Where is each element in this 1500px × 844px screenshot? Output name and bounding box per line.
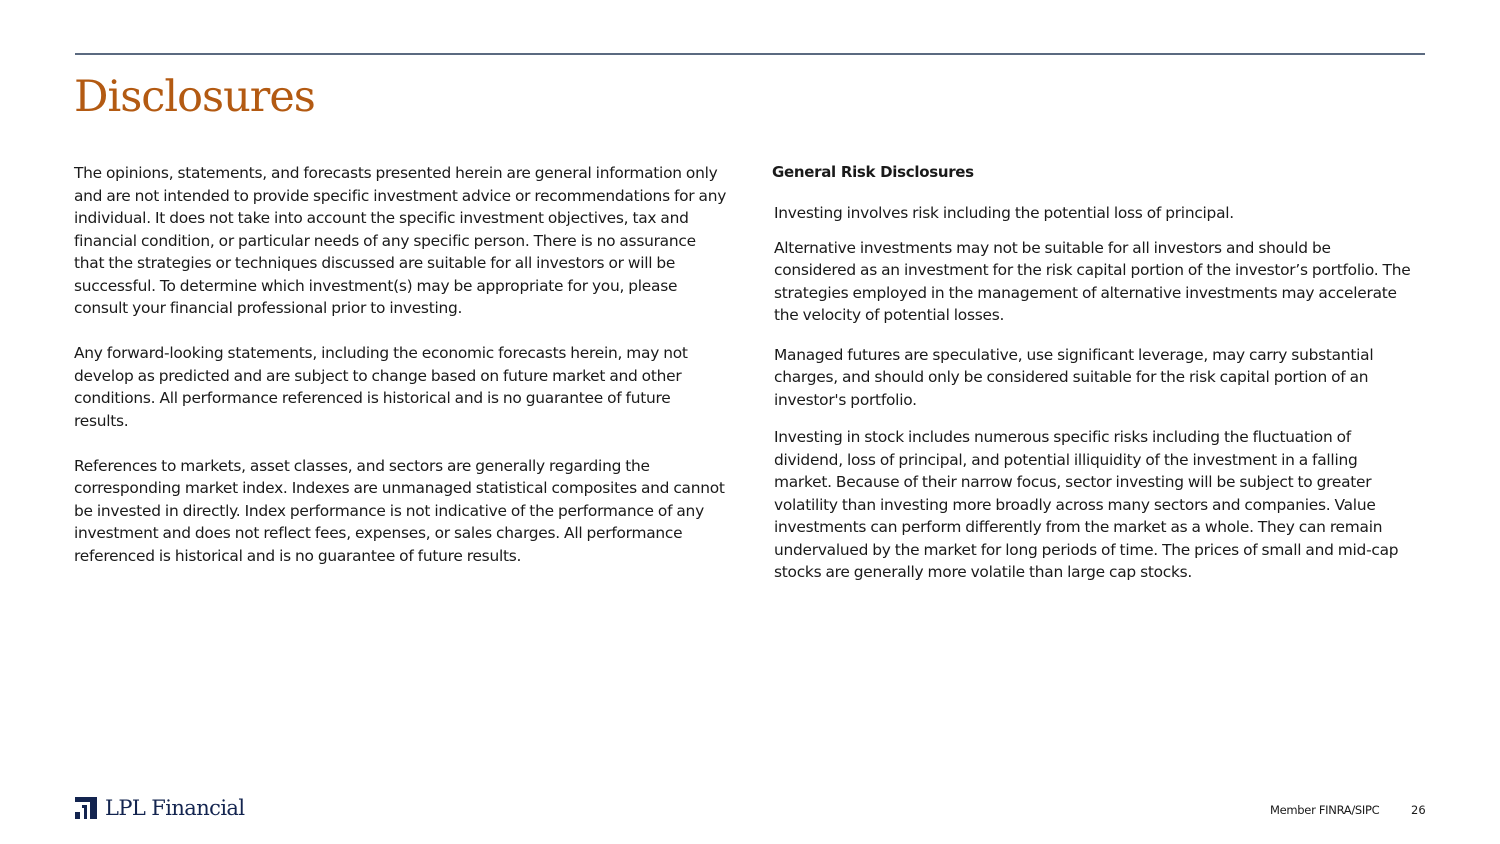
risk-paragraph-managed-futures: Managed futures are speculative, use significant leverage, may carry substantial charges, and should only be considered suitable for the risk capital portion of an investor's portfolio.	[774, 345, 1374, 409]
disclosure-paragraph-opinions: The opinions, statements, and forecasts presented herein are general information only and are not intended to provide specific investment advice or recommendations for any individual. It does not take into account the specific investment objectives, tax and financial condition, or particular needs of any specific person. There is no assurance that the strategies or techniques discussed are suitable for all investors or will be successful. To determine which investment(s) may be appropriate for you, please consult your financial professional prior to investing.	[74, 164, 727, 317]
lpl-logo-mark-icon	[75, 797, 97, 819]
disclosure-paragraph-indexes: References to markets, asset classes, and sectors are generally regarding the corresponding market index. Indexes are unmanaged statistical composites and cannot be invested in directly. Index performance is not indicative of the performance of any investment and does not reflect fees, expenses, or sales charges. All performance referenced is historical and is no guarantee of future results.	[74, 456, 725, 565]
right-column	[774, 162, 1414, 584]
risk-paragraph-stock: Investing in stock includes numerous specific risks including the fluctuation of dividend, loss of principal, and potential illiquidity of the investment in a falling market. Because of their narrow focus, sector investing will be subject to greater volatility than investing more broadly across many sectors and companies. Value investments can perform differently from the market as a whole. They can remain undervalued by the market for long periods of time. The prices of small and mid-cap stocks are generally more volatile than large cap stocks.	[774, 428, 1399, 581]
top-divider	[75, 53, 1425, 55]
page-number: 26	[1411, 803, 1426, 817]
risk-paragraph-alternative: Alternative investments may not be suitable for all investors and should be considered as an investment for the risk capital portion of the investor’s portfolio. The strategies employed in the management of alternative investments may accelerate the velocity of potential losses.	[774, 238, 1411, 324]
member-finra-sipc: Member FINRA/SIPC	[1270, 803, 1380, 817]
left-column	[74, 162, 729, 567]
general-risk-heading: General Risk Disclosures	[772, 163, 974, 181]
disclosure-paragraph-forward-looking: Any forward-looking statements, including the economic forecasts herein, may not develop as predicted and are subject to change based on future market and other conditions. All performance referenced is historical and is no guarantee of future results.	[74, 344, 688, 430]
logo-wordmark: LPL Financial	[105, 796, 245, 820]
risk-paragraph-principal: Investing involves risk including the potential loss of principal.	[774, 204, 1234, 222]
lpl-financial-logo	[75, 795, 244, 821]
page-title: Disclosures	[74, 72, 315, 122]
